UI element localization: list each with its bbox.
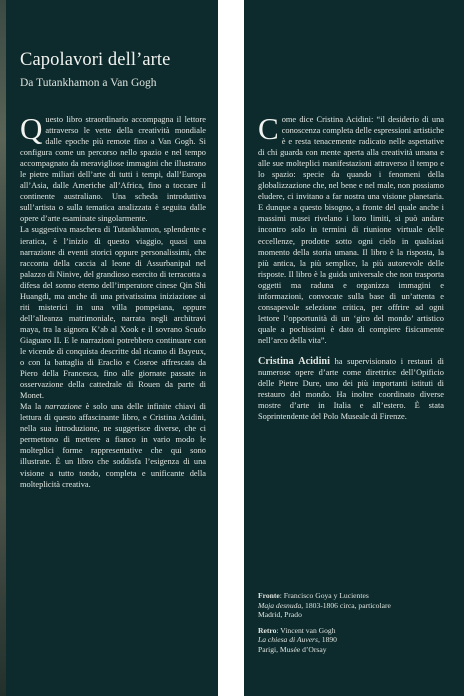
drop-cap-letter: C: [258, 111, 279, 146]
back-work-detail: , 1890: [317, 635, 337, 645]
front-work-title: Maja desnuda: [258, 600, 302, 610]
author-paragraph: [258, 356, 444, 422]
back-artist: : Vincent van Gogh: [276, 625, 336, 635]
book-title: Capolavori dell’arte: [20, 50, 171, 70]
author-bio: ha supervisionato i restauri di numerose opere d’arte come direttrice dell’Opificio delle Pietre Dure, uno dei più importanti istituti di restauro del mondo. Ha inoltre coordinato diverse mostre d’arte in Italia e all’estero. È stata Soprintendente del Polo Museale di Firenze.: [258, 356, 444, 422]
front-location: Madrid, Prado: [258, 610, 302, 620]
front-credit: [258, 591, 448, 620]
right-text-column: [258, 111, 444, 422]
front-work-detail: , 1803-1806 circa, particolare: [301, 600, 391, 610]
drop-cap-letter: Q: [20, 111, 43, 146]
left-paragraph-3-emphasis: narrazione: [44, 402, 82, 412]
left-paragraph-1-text: uesto libro straordinario accompagna il lettore attraverso le vette della creatività mondiale dalle epoche più remote fino a Van Gogh. Si configura come un percorso nello spazio e nel tempo accompagnato da meravigliose immagini che illustrano le pietre miliari dell’arte di tutti i tempi, dall’Europa all’Asia, dalle Americhe all’Africa, fino a toccare il continente australiano. Una scheda introduttiva sull’artista o sulla tematica analizzata è seguita dalle opere d’arte esaminate singolarmente.: [20, 115, 206, 224]
back-location: Parigi, Musée d’Orsay: [258, 644, 327, 654]
left-paragraph-3-pre: Ma la: [20, 402, 45, 412]
left-paragraph-3-post: è solo una delle infinite chiavi di lettura di questo affascinante libro, e Cristina Acidini, nella sua introduzione, ne suggerisce diverse, che ci permettono di mettere a fianco in vario modo le molteplici forme rappresentative che qui sono illustrate. È un libro che soddisfa l’esigenza di una visione a tutto tondo, completa e unificante della molteplicità creativa.: [20, 402, 206, 489]
book-subtitle: Da Tutankhamon a Van Gogh: [20, 77, 157, 89]
cover-edge-artwork: [0, 0, 6, 696]
white-spine-band: [218, 0, 244, 696]
image-credits: [258, 591, 448, 661]
back-label: Retro: [258, 625, 277, 635]
left-paragraph-2: La suggestiva maschera di Tutankhamon, splendente e ieratica, è l’inizio di questo viaggio, quasi una narrazione di eventi storici oppure personalissimi, che racconta della caccia al leone di Assurbanipal nel palazzo di Ninive, del grandioso esercito di terracotta a difesa del sonno eterno dell’imperatore cinese Qin Shi Huangdi, ma anche di una privatissima iniziazione ai riti misterici in una villa pompeiana, oppure dell’alleanza matrimoniale, narrata negli architravi maya, tra la signora K’ab al Xook e il sovrano Scudo Giaguaro II. E le narrazioni potrebbero continuare con le vicende di conquista descritte dal ricamo di Bayeux, o con la battaglia di Eraclio e Cosroe affrescata da Piero della Francesca, fino alle giornate passate in osservazione della cattedrale di Rouen da parte di Monet.: [20, 225, 206, 401]
left-paragraph-3: [20, 401, 206, 489]
back-work-title: La chiesa di Auvers: [258, 635, 318, 645]
back-credit: [258, 626, 448, 655]
left-paragraph-1: [20, 111, 206, 224]
front-artist: : Francisco Goya y Lucientes: [279, 591, 369, 600]
right-paragraph-1: [258, 111, 444, 346]
front-label: Fronte: [258, 591, 280, 600]
right-paragraph-1-text: ome dice Cristina Acidini: “il desiderio di una conoscenza completa delle espressioni artistiche è e resta tenacemente radicato nelle aspettative di chi guarda con mente aperta alla creatività umana e alle sue molteplici manifestazioni attraverso il tempo e lo spazio: specie da quando i fenomeni della globalizzazione che, nel bene e nel male, non possiamo eludere, ci invitano a far nostra una visione planetaria. E dunque a questo bisogno, a fronte del quale anche i massimi musei rivelano i loro limiti, si può andare incontro solo in termini di riunione virtuale delle eccellenze, prodotte sotto ogni cielo in qualsiasi momento della storia umana. Il libro è la risposta, la più antica, la più semplice, la più autorevole delle risposte. Il libro è la guida universale che non trasporta oggetti ma raduna e organizza immagini e informazioni, convocate sulla base di un’attenta e consapevole selezione critica, per offrire ad ogni lettore l’opportunità di un ‘giro del mondo’ artistico quale a pochissimi è dato di compiere fisicamente nell’arco della vita”.: [258, 115, 444, 345]
author-name: Cristina Acidini: [258, 355, 330, 367]
left-text-column: [20, 111, 206, 490]
